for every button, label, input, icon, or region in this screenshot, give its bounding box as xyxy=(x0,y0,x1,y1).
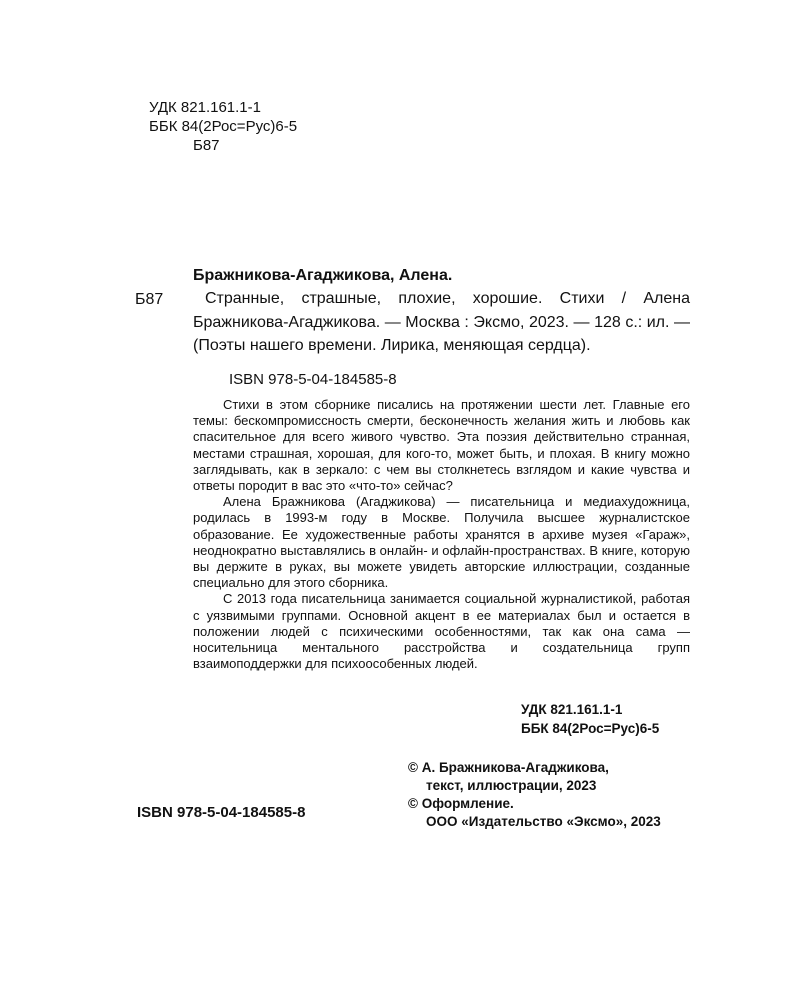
copyright-author-detail: текст, иллюстрации, 2023 xyxy=(426,778,597,793)
copyright-design: Оформление. xyxy=(421,796,514,811)
book-isbn: ISBN 978-5-04-184585-8 xyxy=(137,804,306,821)
udk-code: УДК 821.161.1-1 xyxy=(149,99,261,116)
copyright-symbol: © xyxy=(408,796,418,811)
entry-isbn: ISBN 978-5-04-184585-8 xyxy=(229,371,397,388)
bibliographic-description: Странные, страшные, плохие, хорошие. Стихи / Алена Бражникова-Агаджикова. — Москва : Эксмо, 2023. — 128 с.: ил. — (Поэты нашего времени. Лирика, меняющая сердца). xyxy=(193,290,690,354)
copyright-symbol: © xyxy=(408,760,418,775)
copyright-author-row xyxy=(408,759,661,777)
annotation-paragraph: С 2013 года писательница занимается социальной журналистикой, работая с уязвимыми группами. Основной акцент в ее материалах был и остается в положении людей с психическими особенностями, так как она сама — носительница ментального расстройства и создательница групп взаимоподдержки для психоособенных людей. xyxy=(193,591,690,672)
annotation xyxy=(193,397,690,672)
footer-bbk-code: ББК 84(2Рос=Рус)6-5 xyxy=(521,721,660,736)
copyright-author: А. Бражникова-Агаджикова, xyxy=(421,760,609,775)
entry-code: Б87 xyxy=(135,291,164,308)
author-sign: Б87 xyxy=(193,137,220,154)
bbk-code: ББК 84(2Рос=Рус)6-5 xyxy=(149,118,298,135)
footer-udk-code: УДК 821.161.1-1 xyxy=(521,702,623,717)
copyright-design-row xyxy=(408,795,661,813)
entry-author: Бражникова-Агаджикова, Алена. xyxy=(193,267,453,284)
copyright-block xyxy=(408,759,661,831)
copyright-publisher: ООО «Издательство «Эксмо», 2023 xyxy=(426,814,661,829)
annotation-paragraph: Стихи в этом сборнике писались на протяжении шести лет. Главные его темы: бескомпромиссность смерти, бесконечность желания жить и любовь как спасительное для всего живого чувство. Эта поэзия действительно странная, местами страшная, хорошая, для кого-то, может быть, и плохая. В книгу можно заглядывать, как в зеркало: с чем вы столкнетесь взглядом и какие чувства и ответы породит в вас это «что-то» сейчас? xyxy=(193,397,690,494)
annotation-paragraph: Алена Бражникова (Агаджикова) — писательница и медиахудожница, родилась в 1993-м году в Москве. Получила высшее журналистское образование. Ее художественные работы хранятся в архиве музея «Гараж», неоднократно выставлялись в онлайн- и офлайн-пространствах. В книге, которую вы держите в руках, вы можете увидеть авторские иллюстрации, созданные специально для этого сборника. xyxy=(193,494,690,591)
